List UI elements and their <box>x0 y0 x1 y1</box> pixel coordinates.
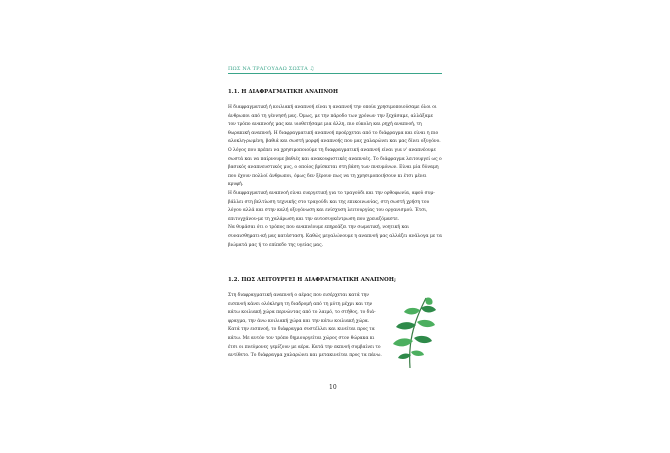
section-heading-2: 1.2. ΠΩΣ ΛΕΙΤΟΥΡΓΕΙ Η ΔΙΑΦΡΑΓΜΑΤΙΚΗ ΑΝΑΠΝΟΗ; <box>228 277 397 283</box>
paragraph: Να θυμάσαι ότι ο τρόπος που αναπνέουμε επηρεάζει την σωματική, νοητική και συναισθηματι-κή μας κατάσταση. Καθώς μεγαλώνουμε η αναπνοή μας αλλάζει ανάλογα με τα βιώματά μας ή το επίπεδο της υγείας μας. <box>228 225 442 248</box>
section-2-body <box>228 292 382 361</box>
page-number: 10 <box>329 384 337 391</box>
running-header: ΠΩΣ ΝΑ ΤΡΑΓΟΥΔΑΩ ΣΩΣΤΑ ♫ <box>228 66 442 74</box>
section-heading-1: 1.1. Η ΔΙΑΦΡΑΓΜΑΤΙΚΗ ΑΝΑΠΝΟΗ <box>228 89 339 95</box>
paragraph: Η διαφραγματική ή κοιλιακή αναπνοή είναι η αναπνοή την οποία χρησιμοποιούσαμε όλοι οι άνθρωποι από τη γέννησή μας. Όμως, με την πάροδο των χρόνων την ξεχάσαμε, αλλάξαμε τον τρόπο αναπνοής μας και υιοθετήσαμε μια άλλη, πιο εύκολη και ρηχή αναπνοή, τη θωρακική αναπνοή. Η διαφραγματική αναπνοή προέρχεται από το διάφραγμα και είναι η πιο αλοκλη-ρωμένη, βαθιά και σωστή μορφή αναπνοής που μας χαλαρώνει και μας δίνει οξυγόνο. Ο λόγος που πρέπει να χρησιμοποιούμε τη διαφραγματική αναπνοή είναι για ν' αναπνέουμε σωστά και να παίρνουμε βαθιές και ανακουφιστικές αναπνοές. Το διάφραγμα λειτουργεί ως ο βασικός αναπνευστικός μυς, ο οποίος βρίσκεται στη βάση των πνευμόνων. Είναι μία δύναμη που έχουν πολλοί άνθρωποι, όμως δεν ξέρουν πως να τη χρησιμοποιήσουν κι έτσι μένει κρυφή. <box>228 105 442 188</box>
leaf-branch-icon <box>390 294 440 370</box>
paragraph: Κατά την εισπνοή, το διάφραγμα συστέλλει και κινείται προς τα κάτω. Με αυτόν τον τρόπο δημιουργείται χώρος στον θώρακα κι έτσι οι πνεύμονες γεμίζουν με αέρα. Κατά την εκπνοή συμβαίνει το αντίθετο. Το διάφραγμα χαλαρώνει και μετακινείται προς τα πάνω. <box>228 327 382 359</box>
paragraph: Στη διαφραγματική αναπνοή ο αέρας που εισέρχεται κατά την εισπνοή κάνει ολόκληρη τη διαδρομή από τη μύτη μέχρι και την κάτω κοιλιακή χώρα περνώντας από το λαιμό, το στήθος, το διά-φραγμα, την άνω κοιλιακή χώρα και την κάτω κοιλιακή χώρα. <box>228 293 376 324</box>
paragraph: Η διαφραγματική αναπνοή είναι ευεργετική για το τραγούδι και την ορθοφωνία, αφού συμ-βάλλει στη βελτίωση τεχνικής στο τραγούδι και της επικοινωνίας, στη σωστή χρήση του λόγου αλλά και στην καλή οξυγόνωση και ενίσχυση λειτουργίας του οργανισμού. Έτσι, επιτυγχάνου-με τη χαλάρωση και την αυτοσυγκέντρωση που χρειαζόμαστε. <box>228 190 435 222</box>
section-1-body <box>228 104 442 250</box>
